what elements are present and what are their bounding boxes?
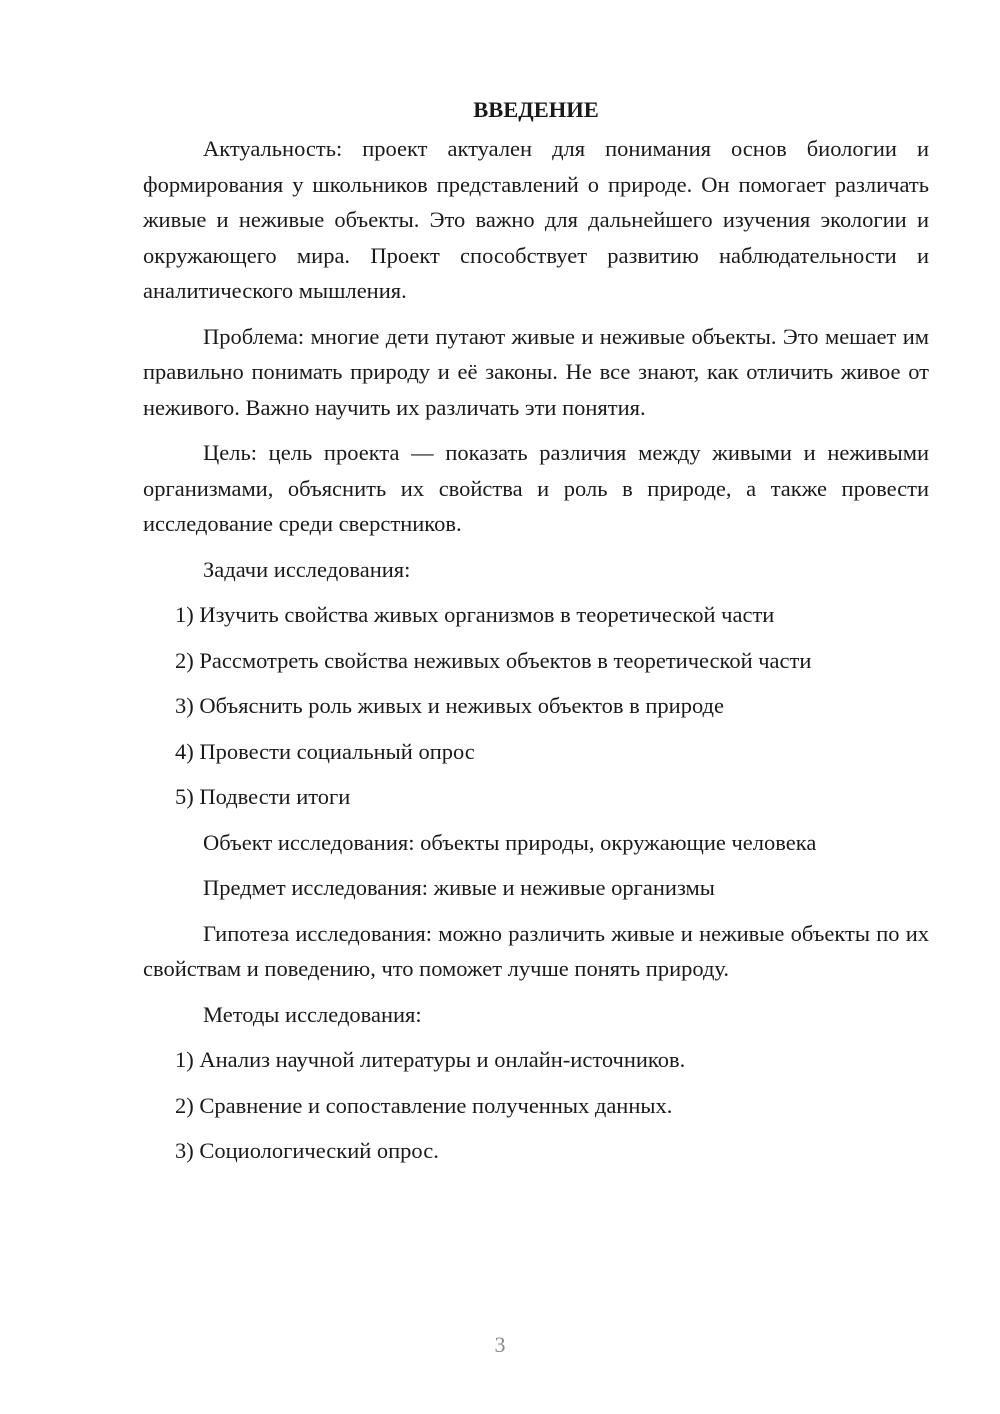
section-title: ВВЕДЕНИЕ <box>473 97 599 122</box>
task-item: 1) Изучить свойства живых организмов в теоретической части <box>175 602 775 627</box>
task-item: 3) Объяснить роль живых и неживых объектов в природе <box>175 693 724 718</box>
problem-paragraph: Проблема: многие дети путают живые и неживые объекты. Это мешает им правильно понимать природу и её законы. Не все знают, как отличить живое от неживого. Важно научить их различать эти понятия. <box>143 323 929 420</box>
methods-heading: Методы исследования: <box>203 1001 422 1027</box>
method-item: 3) Социологический опрос. <box>175 1138 439 1163</box>
relevance-paragraph: Актуальность: проект актуален для понимания основ биологии и формирования у школьников представлений о природе. Он помогает различать живые и неживые объекты. Это важно для дальнейшего изучения экологии и окружающего мира. Проект способствует развитию наблюдательности и аналитического мышления. <box>143 136 929 303</box>
method-item: 1) Анализ научной литературы и онлайн-источников. <box>175 1047 686 1072</box>
method-item: 2) Сравнение и сопоставление полученных данных. <box>175 1092 673 1118</box>
hypothesis-paragraph: Гипотеза исследования: можно различить живые и неживые объекты по их свойствам и поведению, что поможет лучше понять природу. <box>143 920 929 981</box>
task-item: 2) Рассмотреть свойства неживых объектов в теоретической части <box>175 647 812 673</box>
task-item: 5) Подвести итоги <box>175 784 351 809</box>
page-number: 3 <box>494 1332 506 1357</box>
goal-paragraph: Цель: цель проекта — показать различия между живыми и неживыми организмами, объяснить их свойства и роль в природе, а также провести исследование среди сверстников. <box>143 440 929 536</box>
task-item: 4) Провести социальный опрос <box>175 738 475 764</box>
object-line: Объект исследования: объекты природы, окружающие человека <box>203 829 817 855</box>
tasks-heading: Задачи исследования: <box>203 556 411 582</box>
document-page <box>143 92 929 1179</box>
subject-line: Предмет исследования: живые и неживые организмы <box>203 875 715 900</box>
